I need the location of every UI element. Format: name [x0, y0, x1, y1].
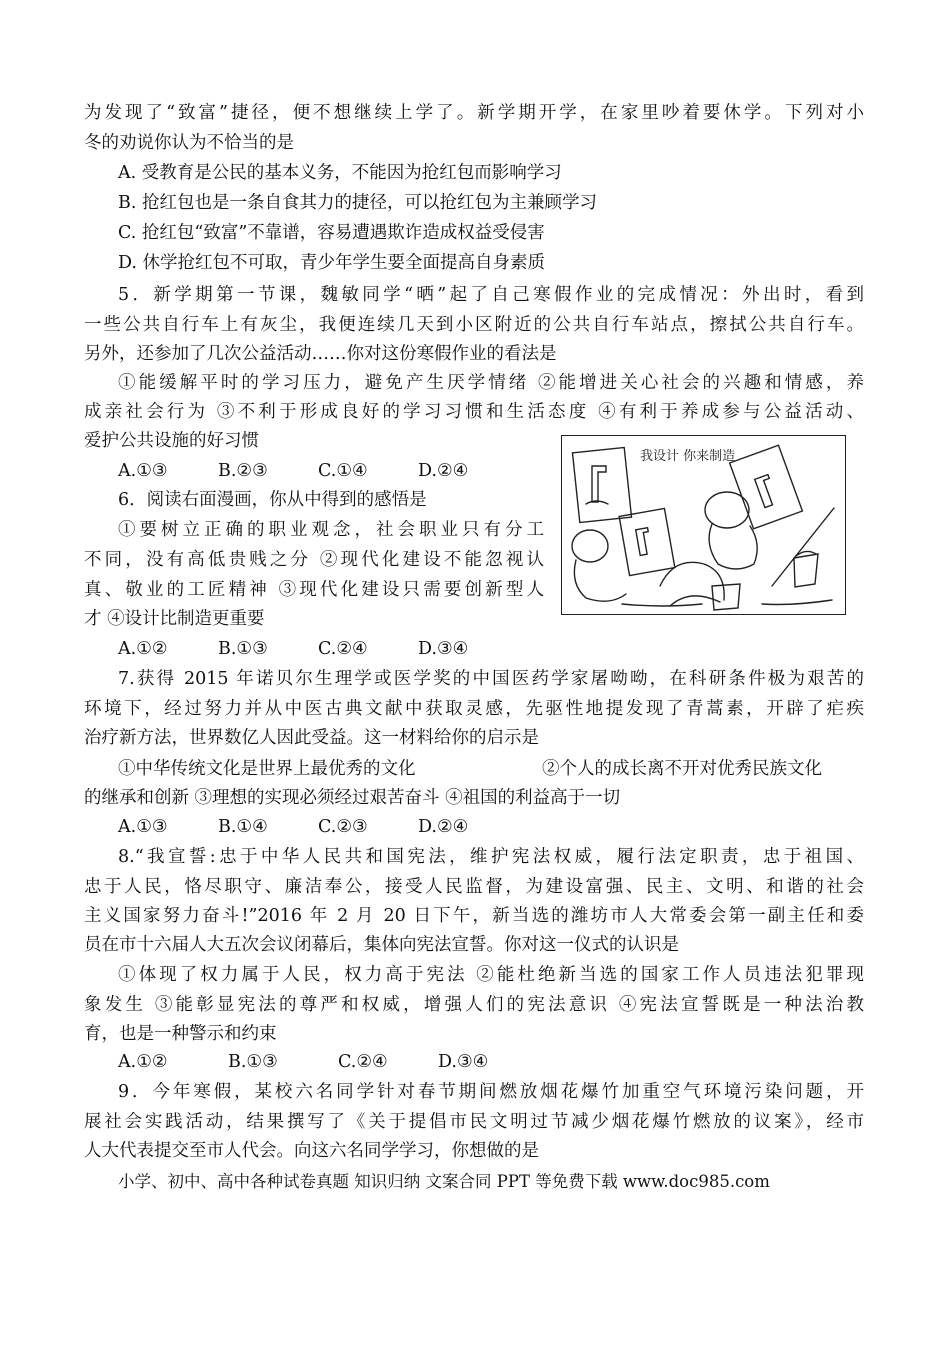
- q5-line-2: 一些公共自行车上有灰尘，我便连续几天到小区附近的公共自行车站点，擦拭公共自行车。: [84, 315, 864, 335]
- q9-line-3: 人大代表提交至市人代会。向这六名同学学习，你想做的是: [84, 1141, 539, 1161]
- q5-line-6: 爱护公共设施的好习惯: [84, 431, 259, 451]
- page-footer: 小学、初中、高中各种试卷真题 知识归纳 文案合同 PPT 等免费下载 www.doc985.com: [118, 1172, 770, 1191]
- q9-line-2: 展社会实践活动，结果撰写了《关于提倡市民文明过节减少烟花爆竹燃放的议案》，经市: [84, 1112, 864, 1132]
- q8-option-b: B.①③: [228, 1052, 278, 1072]
- q6-line-2: ①要树立正确的职业观念，社会职业只有分工: [118, 520, 544, 540]
- q5-options: [118, 459, 518, 483]
- q8-option-a: A.①②: [118, 1052, 168, 1072]
- q6-option-c: C.②④: [318, 639, 368, 659]
- intro-option-b: B. 抢红包也是一条自食其力的捷径，可以抢红包为主兼顾学习: [118, 193, 597, 213]
- intro-option-d: D. 休学抢红包不可取，青少年学生要全面提高自身素质: [118, 253, 546, 273]
- q7-options: [118, 815, 518, 839]
- q5-option-c: C.①④: [318, 461, 368, 481]
- q5-line-1: 5．新学期第一节课，魏敏同学“晒”起了自己寒假作业的完成情况：外出时，看到: [118, 285, 864, 305]
- q6-option-d: D.③④: [418, 639, 469, 659]
- q9-line-1: 9．今年寒假，某校六名同学针对春节期间燃放烟花爆竹加重空气环境污染问题，开: [118, 1082, 864, 1102]
- q7-line-2: 环境下，经过努力并从中医古典文献中获取灵感，先驱性地提发现了青蒿素，开辟了疟疾: [84, 699, 864, 719]
- intro-line-2: 冬的劝说你认为不恰当的是: [84, 133, 294, 153]
- cartoon-caption: 我设计 你来制造: [640, 449, 736, 464]
- q8-line-3: 主义国家努力奋斗!”2016 年 2 月 20 日下午，新当选的潍坊市人大常委会第一副主任和委: [84, 906, 864, 926]
- q6-line-3: 不同，没有高低贵贱之分 ②现代化建设不能忽视认: [84, 550, 544, 570]
- q7-option-b: B.①④: [218, 817, 268, 837]
- cartoon-drawing: [562, 436, 845, 614]
- intro-option-a: A. 受教育是公民的基本义务，不能因为抢红包而影响学习: [118, 163, 562, 183]
- cartoon-image: [561, 435, 846, 615]
- q8-line-1: 8.“我宣誓:忠于中华人民共和国宪法，维护宪法权威，履行法定职责，忠于祖国、: [118, 847, 864, 867]
- q7-line-3: 治疗新方法，世界数亿人因此受益。这一材料给你的启示是: [84, 728, 539, 748]
- q5-option-a: A.①③: [118, 461, 168, 481]
- q6-line-1: 6．阅读右面漫画，你从中得到的感悟是: [118, 490, 427, 510]
- q6-line-4: 真、敬业的工匠精神 ③现代化建设只需要创新型人: [84, 580, 544, 600]
- q8-line-2: 忠于人民，恪尽职守、廉洁奉公，接受人民监督，为建设富强、民主、文明、和谐的社会: [84, 877, 864, 897]
- q8-option-c: C.②④: [338, 1052, 388, 1072]
- q7-option-c: C.②③: [318, 817, 368, 837]
- q6-options: [118, 637, 518, 661]
- q7-line-1: 7.获得 2015 年诺贝尔生理学或医学奖的中国医药学家屠呦呦，在科研条件极为艰苦的: [118, 669, 864, 689]
- q8-line-6: 象发生 ③能彰显宪法的尊严和权威，增强人们的宪法意识 ④宪法宣誓既是一种法治教: [84, 995, 864, 1015]
- q5-option-b: B.②③: [218, 461, 268, 481]
- q8-options: [118, 1050, 538, 1074]
- q5-line-3: 另外，还参加了几次公益活动……你对这份寒假作业的看法是: [84, 344, 557, 364]
- intro-option-c: C. 抢红包“致富”不靠谱，容易遭遇欺诈造成权益受侵害: [118, 223, 545, 243]
- q7-line-4b: ②个人的成长离不开对优秀民族文化: [542, 759, 822, 779]
- q7-line-5: 的继承和创新 ③理想的实现必须经过艰苦奋斗 ④祖国的利益高于一切: [84, 788, 621, 808]
- q5-line-4: ①能缓解平时的学习压力，避免产生厌学情绪 ②能增进关心社会的兴趣和情感，养: [118, 373, 864, 393]
- q8-option-d: D.③④: [438, 1052, 489, 1072]
- q7-line-4a: ①中华传统文化是世界上最优秀的文化: [118, 759, 416, 779]
- q8-line-4: 员在市十六届人大五次会议闭幕后，集体向宪法宣誓。你对这一仪式的认识是: [84, 935, 679, 955]
- q8-line-7: 育，也是一种警示和约束: [84, 1024, 277, 1044]
- q7-option-a: A.①③: [118, 817, 168, 837]
- q5-option-d: D.②④: [418, 461, 469, 481]
- q5-line-5: 成亲社会行为 ③不利于形成良好的学习习惯和生活态度 ④有利于养成参与公益活动、: [84, 402, 864, 422]
- q6-option-a: A.①②: [118, 639, 168, 659]
- q6-option-b: B.①③: [218, 639, 268, 659]
- q6-line-5: 才 ④设计比制造更重要: [84, 609, 265, 629]
- intro-line-1: 为发现了“致富”捷径，便不想继续上学了。新学期开学，在家里吵着要休学。下列对小: [84, 103, 864, 123]
- q7-option-d: D.②④: [418, 817, 469, 837]
- q8-line-5: ①体现了权力属于人民，权力高于宪法 ②能杜绝新当选的国家工作人员违法犯罪现: [118, 965, 864, 985]
